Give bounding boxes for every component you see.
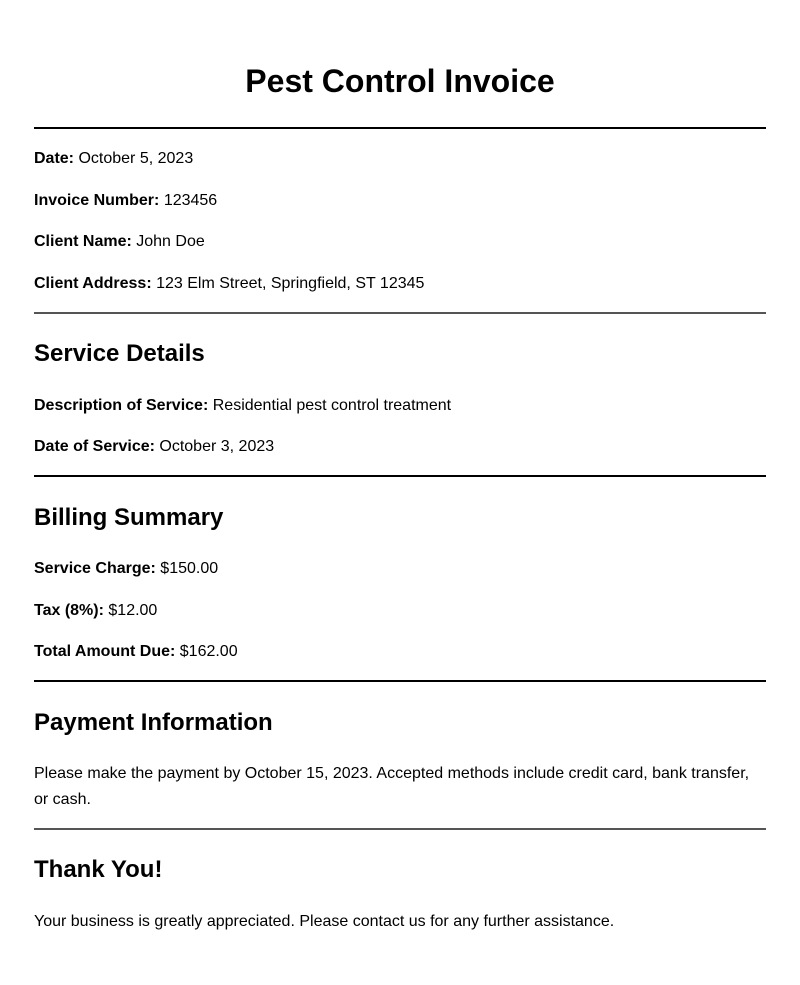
- total-amount-label: Total Amount Due:: [34, 643, 176, 660]
- service-date-value: October 3, 2023: [159, 438, 275, 455]
- tax-row: [34, 601, 766, 621]
- divider: [34, 680, 766, 682]
- client-address-label: Client Address:: [34, 275, 152, 292]
- invoice-number-value: 123456: [163, 192, 218, 209]
- service-charge-value: $150.00: [160, 560, 219, 577]
- service-charge-label: Service Charge:: [34, 560, 156, 577]
- invoice-number-row: [34, 191, 766, 211]
- service-description-row: [34, 396, 766, 416]
- divider: [34, 475, 766, 477]
- client-name-label: Client Name:: [34, 233, 132, 250]
- service-date-label: Date of Service:: [34, 438, 155, 455]
- total-amount-value: $162.00: [179, 643, 238, 660]
- divider: [34, 828, 766, 830]
- client-name-value: John Doe: [136, 233, 205, 250]
- client-address-value: 123 Elm Street, Springfield, ST 12345: [156, 275, 425, 292]
- divider: [34, 127, 766, 129]
- client-name-row: [34, 232, 766, 252]
- service-description-label: Description of Service:: [34, 397, 209, 414]
- invoice-date-label: Date:: [34, 150, 75, 167]
- tax-label: Tax (8%):: [34, 602, 104, 619]
- total-amount-row: [34, 642, 766, 662]
- tax-value: $12.00: [108, 602, 158, 619]
- invoice-date-value: October 5, 2023: [78, 150, 194, 167]
- payment-information-heading: Payment Information: [34, 709, 273, 736]
- service-charge-row: [34, 559, 766, 579]
- thank-you-heading: Thank You!: [34, 856, 163, 883]
- billing-summary-heading: Billing Summary: [34, 504, 224, 531]
- invoice-date-row: [34, 149, 766, 169]
- payment-information-text: Please make the payment by October 15, 2023. Accepted methods include credit card, bank transfer, or cash.: [34, 765, 750, 808]
- client-address-row: [34, 274, 766, 294]
- thank-you-text: Your business is greatly appreciated. Please contact us for any further assistance.: [34, 913, 615, 930]
- service-description-value: Residential pest control treatment: [212, 397, 452, 414]
- service-details-heading: Service Details: [34, 340, 205, 367]
- invoice-title: Pest Control Invoice: [245, 63, 555, 99]
- divider: [34, 312, 766, 314]
- invoice-number-label: Invoice Number:: [34, 192, 160, 209]
- service-date-row: [34, 437, 766, 457]
